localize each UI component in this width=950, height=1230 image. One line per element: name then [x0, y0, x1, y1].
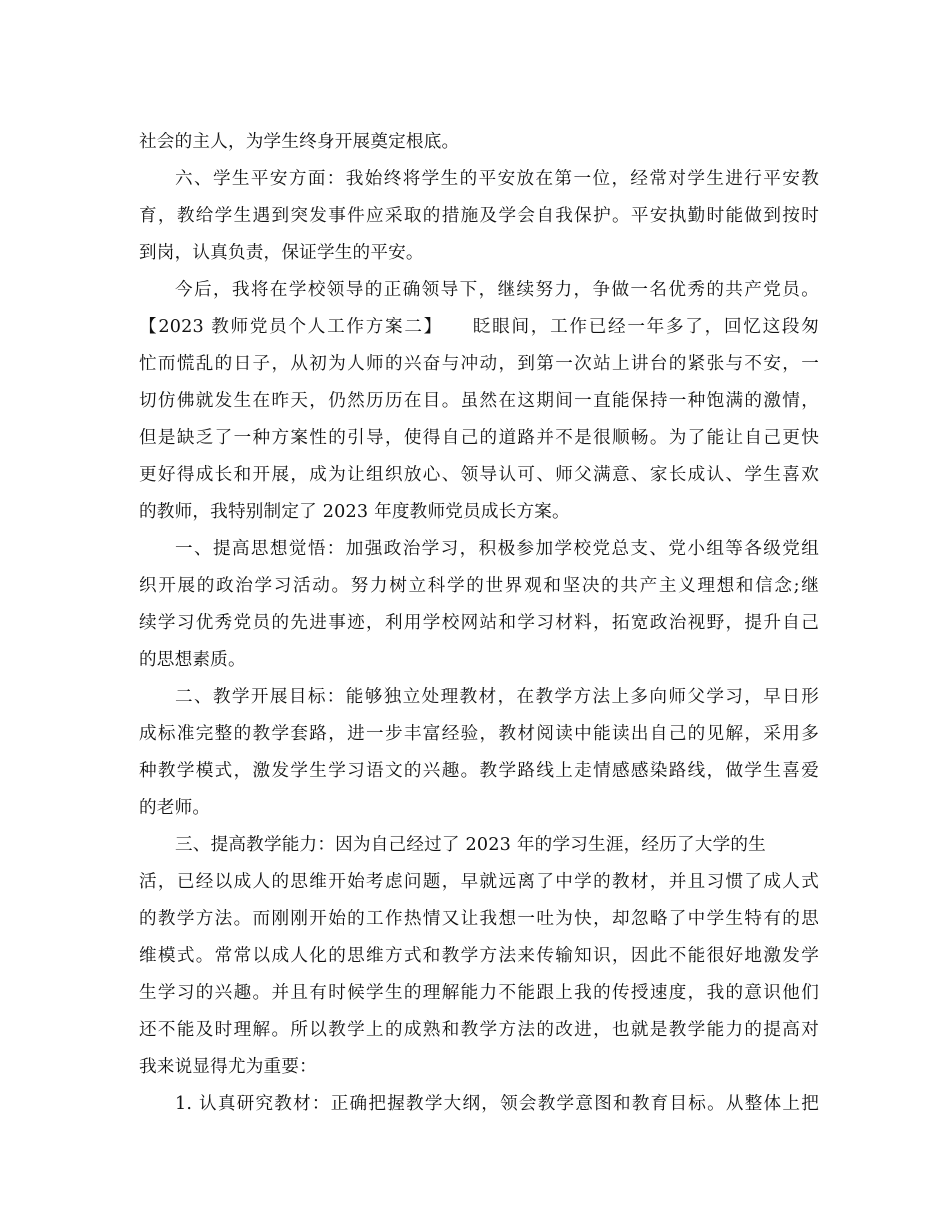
text-line: 的老师。	[139, 798, 211, 818]
text-line: 育，教给学生遇到突发事件应采取的措施及学会自我保护。平安执勤时能做到按时	[139, 206, 819, 226]
text-line: 忙而慌乱的日子，从初为人师的兴奋与冲动，到第一次站上讲台的紧张与不安，一	[139, 354, 819, 374]
text-line: 续学习优秀党员的先进事迹，利用学校网站和学习材料，拓宽政治视野，提升自己	[139, 613, 819, 633]
text-line: 三、提高教学能力：因为自己经过了 2023 年的学习生涯，经历了大学的生	[175, 835, 766, 855]
text-line: 1. 认真研究教材：正确把握教学大纲，领会教学意图和教育目标。从整体上把	[175, 1094, 819, 1114]
text-line: 的教师，我特别制定了 2023 年度教师党员成长方案。	[139, 502, 570, 522]
text-line: 成标准完整的教学套路，进一步丰富经验，教材阅读中能读出自己的见解，采用多	[139, 724, 819, 744]
text-line: 种教学模式，激发学生学习语文的兴趣。教学路线上走情感感染路线，做学生喜爱	[139, 761, 819, 781]
text-line: 但是缺乏了一种方案性的引导，使得自己的道路并不是很顺畅。为了能让自己更快	[139, 428, 819, 448]
text-line: 活，已经以成人的思维开始考虑问题，早就远离了中学的教材，并且习惯了成人式	[139, 872, 819, 892]
text-line: 我来说显得尤为重要：	[139, 1057, 317, 1077]
text-line: 还不能及时理解。所以教学上的成熟和教学方法的改进，也就是教学能力的提高对	[139, 1020, 819, 1040]
text-line: 今后，我将在学校领导的正确领导下，继续努力，争做一名优秀的共产党员。	[175, 280, 819, 300]
text-line: 六、学生平安方面：我始终将学生的平安放在第一位，经常对学生进行平安教	[175, 169, 819, 189]
text-line: 的教学方法。而刚刚开始的工作热情又让我想一吐为快，却忽略了中学生特有的思	[139, 909, 819, 929]
text-line: 更好得成长和开展，成为让组织放心、领导认可、师父满意、家长成认、学生喜欢	[139, 465, 819, 485]
text-line: 生学习的兴趣。并且有时候学生的理解能力不能跟上我的传授速度，我的意识他们	[139, 983, 819, 1003]
text-line: 到岗，认真负责，保证学生的平安。	[139, 243, 424, 263]
text-line: 【2023 教师党员个人工作方案二】 眨眼间，工作已经一年多了，回忆这段匆	[139, 317, 819, 337]
text-line: 切仿佛就发生在昨天，仍然历历在目。虽然在这期间一直能保持一种饱满的激情，	[139, 391, 819, 411]
text-line: 二、教学开展目标：能够独立处理教材，在教学方法上多向师父学习，早日形	[175, 687, 819, 707]
text-line: 织开展的政治学习活动。努力树立科学的世界观和坚决的共产主义理想和信念;继	[139, 576, 819, 596]
text-line: 一、提高思想觉悟：加强政治学习，积极参加学校党总支、党小组等各级党组	[175, 539, 819, 559]
text-line: 维模式。常常以成人化的思维方式和教学方法来传输知识，因此不能很好地激发学	[139, 946, 819, 966]
text-line: 社会的主人，为学生终身开展奠定根底。	[139, 132, 460, 152]
text-line: 的思想素质。	[139, 650, 246, 670]
